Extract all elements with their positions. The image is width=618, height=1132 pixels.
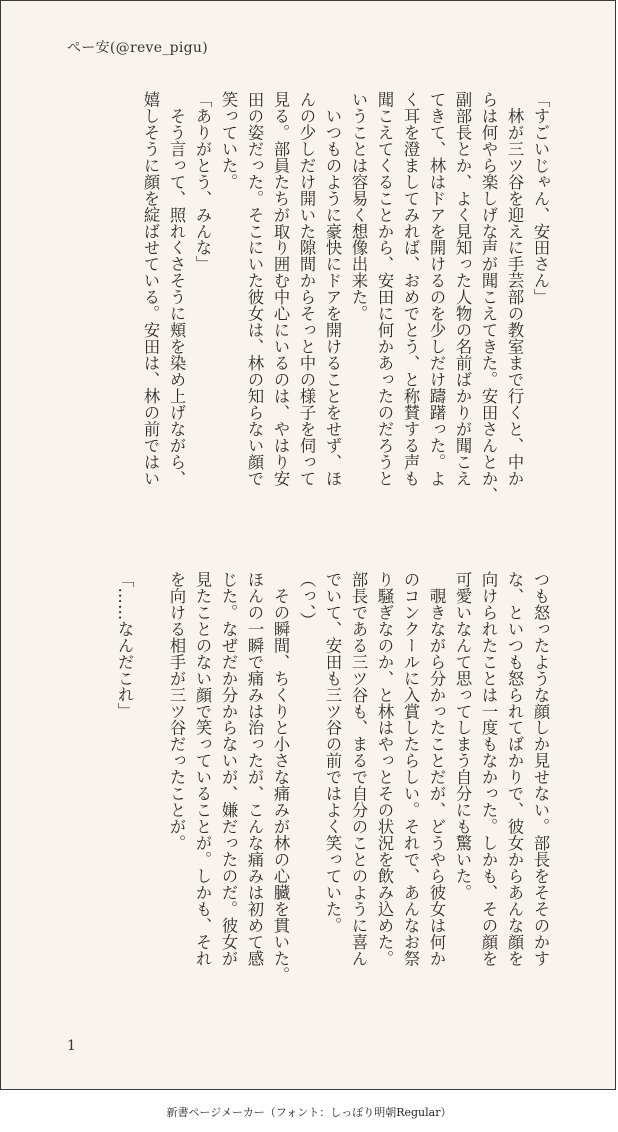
text-line: 林が三ツ谷を迎えに手芸部の教室まで行くと、中か: [505, 91, 524, 487]
text-line: 「……なんだこれ」: [115, 571, 134, 720]
text-line: ほんの一瞬で痛みは治ったが、こんな痛みは初めて感: [245, 571, 264, 967]
text-line: を向ける相手が三ツ谷だったことが。: [167, 571, 186, 852]
generator-credit: 新書ページメーカー（フォント：しっぽり明朝Regular）: [166, 1106, 452, 1119]
text-line: [137, 571, 163, 1011]
text-line: つも怒ったような顔しか見せない。部長をそそのかす: [531, 571, 550, 967]
text-line: んの少しだけ開いた隙間からそっと中の様子を伺って: [297, 91, 316, 487]
text-line: らは何やら楽しげな声が聞こえてきた。安田さんとか、: [479, 91, 498, 504]
text-line: 「すごいじゃん、安田さん」: [531, 91, 550, 306]
text-line: 部長である三ツ谷も、まるで自分のことのように喜ん: [349, 571, 368, 967]
text-line: のコンクールに入賞したらしい。それで、あんなお祭: [401, 571, 420, 967]
text-line: 副部長とか、よく見知った人物の名前ばかりが聞こえ: [453, 91, 472, 487]
text-line: その瞬間、ちくりと小さな痛みが林の心臓を貫いた。: [271, 571, 290, 984]
text-line: じた。なぜだか分からないが、嫌だったのだ。彼女が: [219, 571, 238, 967]
text-line: 可愛いなんて思ってしまう自分にも驚いた。: [453, 571, 472, 901]
text-line: いつものように豪快にドアを開けることをせず、ほ: [323, 91, 342, 487]
text-line: 聞こえてくることから、安田に何かあったのだろうと: [375, 91, 394, 487]
text-line: り騒ぎなのか、と林はやっとその状況を飲み込めた。: [375, 571, 394, 967]
text-line: 覗きながら分かったことだが、どうやら彼女は何か: [427, 571, 446, 967]
text-line: 笑っていた。: [219, 91, 238, 190]
text-line: てきて、林はドアを開けるのを少しだけ躊躇った。よ: [427, 91, 446, 487]
text-line: 向けられたことは一度もなかった。しかも、その顔を: [479, 571, 498, 967]
text-line: 田の姿だった。そこにいた彼女は、林の知らない顔で: [245, 91, 264, 487]
text-line: 「ありがとう、みんな」: [193, 91, 212, 273]
text-block-bottom: [111, 571, 553, 1011]
text-line: でいて、安田も三ツ谷の前ではよく笑っていた。: [323, 571, 342, 934]
text-line: いうことは容易く想像出来た。: [349, 91, 368, 322]
text-block-top: [137, 91, 553, 531]
text-line: そう言って、照れくさそうに頬を染め上げながら、: [167, 91, 186, 487]
text-line: な、といつも怒られてばかりで、彼女からあんな顔を: [505, 571, 524, 967]
text-line: く耳を澄ましてみれば、おめでとう、と称賛する声も: [401, 91, 420, 487]
page-number: 1: [67, 1038, 76, 1054]
text-line: 見る。部員たちが取り囲む中心にいるのは、やはり安: [271, 91, 290, 487]
text-line: （っ、）: [297, 571, 316, 629]
text-line: 見たことのない顔で笑っていることが。しかも、それ: [193, 571, 212, 967]
text-line: 嬉しそうに顔を綻ばせている。安田は、林の前ではい: [141, 91, 160, 487]
author-header: ぺー安(@reve_pigu): [67, 40, 209, 56]
